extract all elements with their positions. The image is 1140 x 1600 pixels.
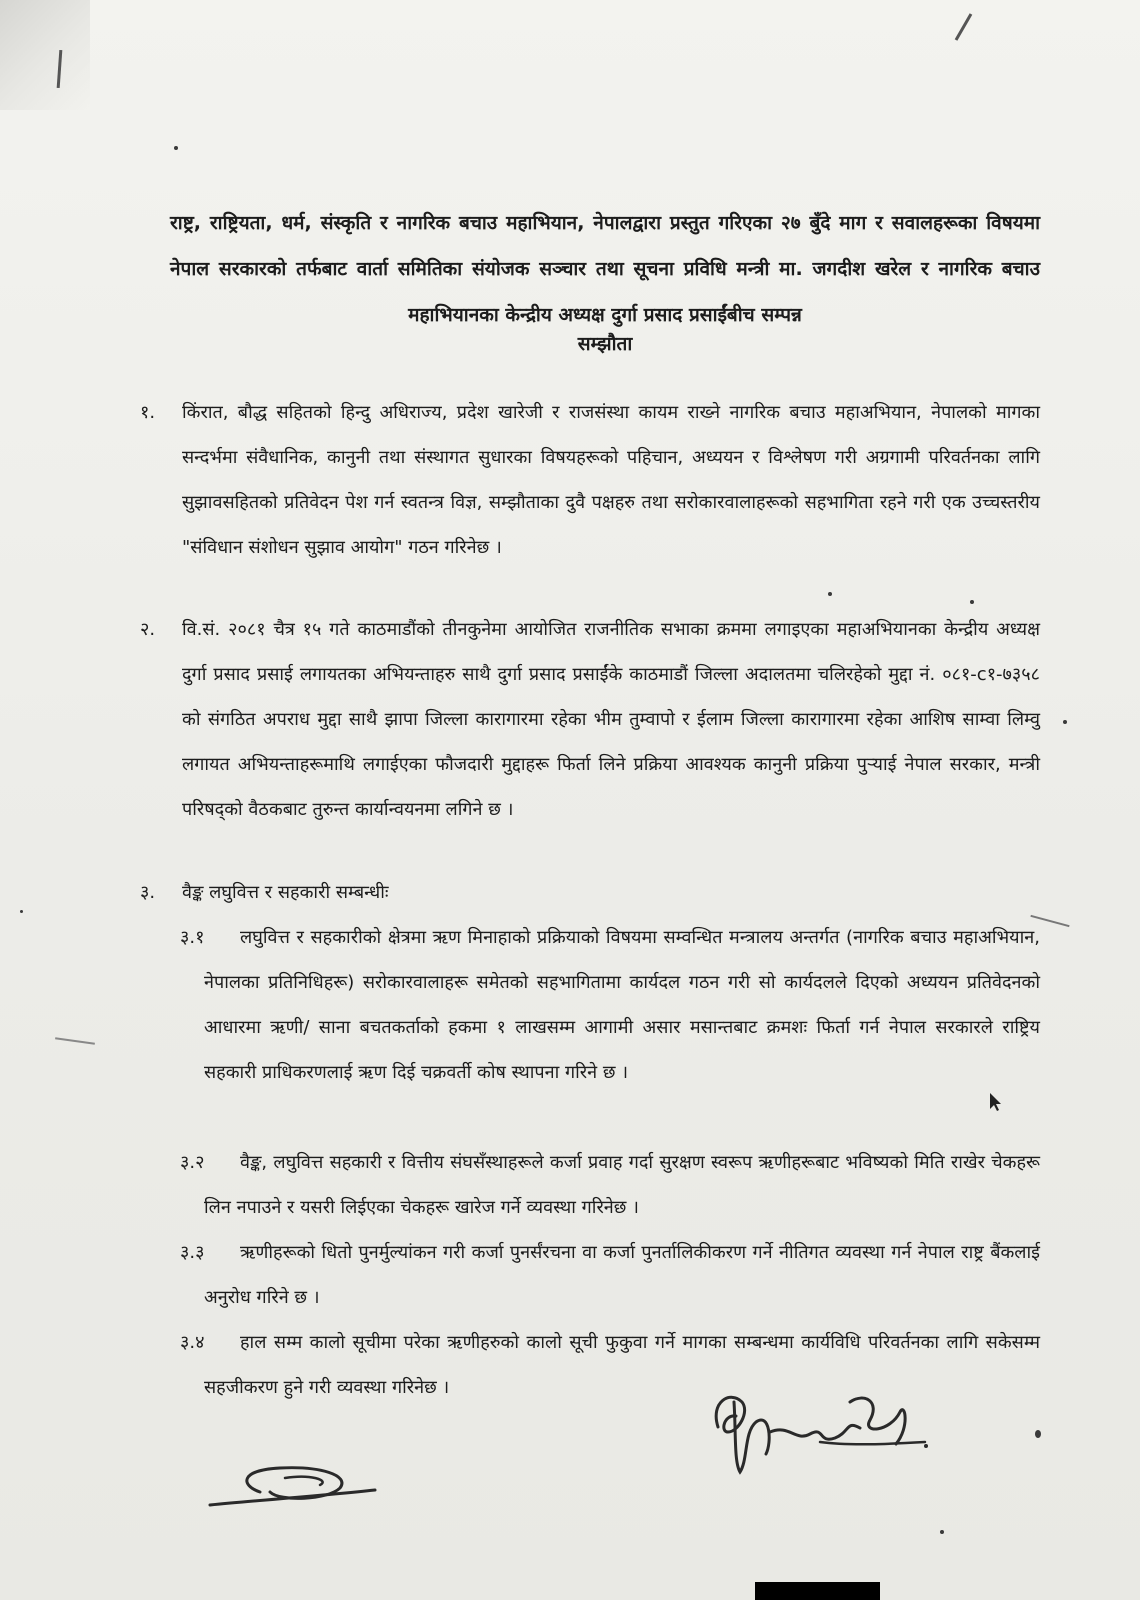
- scan-mark: [955, 13, 973, 40]
- scan-speck: [1035, 1430, 1041, 1438]
- sub-item-text: वैङ्क, लघुवित्त सहकारी र वित्तीय संघसँस्थाहरूले कर्जा प्रवाह गर्दा सुरक्षण स्वरूप ऋणीहरूबाट भविष्यको मिति राखेर चेकहरू लिन नपाउने र यसरी लिईएका चेकहरू खारेज गर्ने व्यवस्था गरिनेछ ।: [204, 1152, 1040, 1218]
- document-heading: राष्ट्र, राष्ट्रियता, धर्म, संस्कृति र नागरिक बचाउ महाभियान, नेपालद्वारा प्रस्तुत गरिएका २७ बुँदे माग र सवालहरूका विषयमा नेपाल सरकारको तर्फबाट वार्ता समितिका संयोजक सञ्चार तथा सूचना प्रविधि मन्त्री मा. जगदीश खरेल र नागरिक बचाउ महाभियानका केन्द्रीय अध्यक्ष दुर्गा प्रसाद प्रसाईंबीच सम्पन्न: [170, 212, 1040, 326]
- sub-item: [180, 915, 1040, 1095]
- sub-item: [180, 1230, 1040, 1320]
- scan-speck: [1063, 720, 1067, 724]
- list-item: [140, 390, 1040, 570]
- scan-speck: [174, 146, 178, 150]
- cursor-icon: [988, 1092, 1002, 1112]
- document-title: सम्झौता: [577, 333, 633, 355]
- sub-item: [180, 1140, 1040, 1230]
- list-item: [140, 870, 1040, 915]
- scan-mark: [55, 1037, 95, 1045]
- sub-item-number: ३.१: [180, 927, 205, 948]
- sub-item-text: हाल सम्म कालो सूचीमा परेका ऋणीहरुको कालो सूची फुकुवा गर्ने मागका सम्बन्धमा कार्यविधि परिवर्तनका लागि सकेसम्म सहजीकरण हुने गरी व्यवस्था गरिनेछ ।: [204, 1332, 1040, 1398]
- signature-left: [200, 1430, 440, 1540]
- scan-speck: [20, 910, 23, 913]
- sub-item-number: ३.३: [180, 1242, 205, 1263]
- item-number: १.: [140, 402, 156, 423]
- sub-item-text: लघुवित्त र सहकारीको क्षेत्रमा ऋण मिनाहाको प्रक्रियाको विषयमा सम्वन्धित मन्त्रालय अन्तर्गत (नागरिक बचाउ महाअभियान, नेपालका प्रतिनिधिहरू) सरोकारवालाहरू समेतको सहभागितामा कार्यदल गठन गरी सो कार्यदलले दिएको अध्ययन प्रतिवेदनको आधारमा ऋणी/ साना बचतकर्ताको हकमा १ लाखसम्म आगामी असार मसान्तबाट क्रमशः फिर्ता गर्न नेपाल सरकारले राष्ट्रिय सहकारी प्राधिकरणलाई ऋण दिई चक्रवर्ती कोष स्थापना गरिने छ ।: [204, 927, 1040, 1083]
- item-text: किंरात, बौद्ध सहितको हिन्दु अधिराज्य, प्रदेश खारेजी र राजसंस्था कायम राख्ने नागरिक बचाउ महाअभियान, नेपालको मागका सन्दर्भमा संवैधानिक, कानुनी तथा संस्थागत सुधारका विषयहरूको पहिचान, अध्ययन र विश्लेषण गरी अग्रगामी परिवर्तनका लागि सुझावसहितको प्रतिवेदन पेश गर्न स्वतन्त्र विज्ञ, सम्झौताका दुवै पक्षहरु तथा सरोकारवालाहरूको सहभागिता रहने गरी एक उच्चस्तरीय "संविधान संशोधन सुझाव आयोग" गठन गरिनेछ ।: [182, 402, 1040, 558]
- sub-item-number: ३.४: [180, 1332, 205, 1353]
- item-text: वि.सं. २०८१ चैत्र १५ गते काठमाडौंको तीनकुनेमा आयोजित राजनीतिक सभाका क्रममा लगाइएका महाअभियानका केन्द्रीय अध्यक्ष दुर्गा प्रसाद प्रसाई लगायतका अभियन्ताहरु साथै दुर्गा प्रसाद प्रसाईंके काठमाडौं जिल्ला अदालतमा चलिरहेको मुद्दा नं. ०८१-c१-७३५८ को संगठित अपराध मुद्दा साथै झापा जिल्ला कारागारमा रहेका भीम तुम्वापो र ईलाम जिल्ला कारागारमा रहेका आशिष साम्वा लिम्वु लगायत अभियन्ताहरूमाथि लगाईएका फौजदारी मुद्दाहरू फिर्ता लिने प्रक्रिया आवश्यक कानुनी प्रक्रिया पुऱ्याई नेपाल सरकार, मन्त्री परिषद्को वैठकबाट तुरुन्त कार्यान्वयनमा लगिने छ ।: [182, 619, 1040, 820]
- scan-speck: [970, 600, 974, 604]
- page-fold-shadow: [0, 0, 90, 110]
- sub-item-text: ऋणीहरूको धितो पुनर्मुल्यांकन गरी कर्जा पुनर्संरचना वा कर्जा पुनर्तालिकीकरण गर्ने नीतिगत व्यवस्था गर्न नेपाल राष्ट्र बैंकलाई अनुरोध गरिने छ ।: [204, 1242, 1040, 1308]
- redaction-bar: [755, 1582, 880, 1600]
- item-number: २.: [140, 619, 156, 640]
- scan-speck: [828, 592, 832, 596]
- list-item: [140, 607, 1040, 832]
- sub-item-number: ३.२: [180, 1152, 205, 1173]
- signature-right: [700, 1372, 940, 1492]
- item-text: वैङ्क लघुवित्त र सहकारी सम्बन्धीः: [182, 882, 389, 903]
- scan-speck: [940, 1530, 944, 1534]
- item-number: ३.: [140, 882, 156, 903]
